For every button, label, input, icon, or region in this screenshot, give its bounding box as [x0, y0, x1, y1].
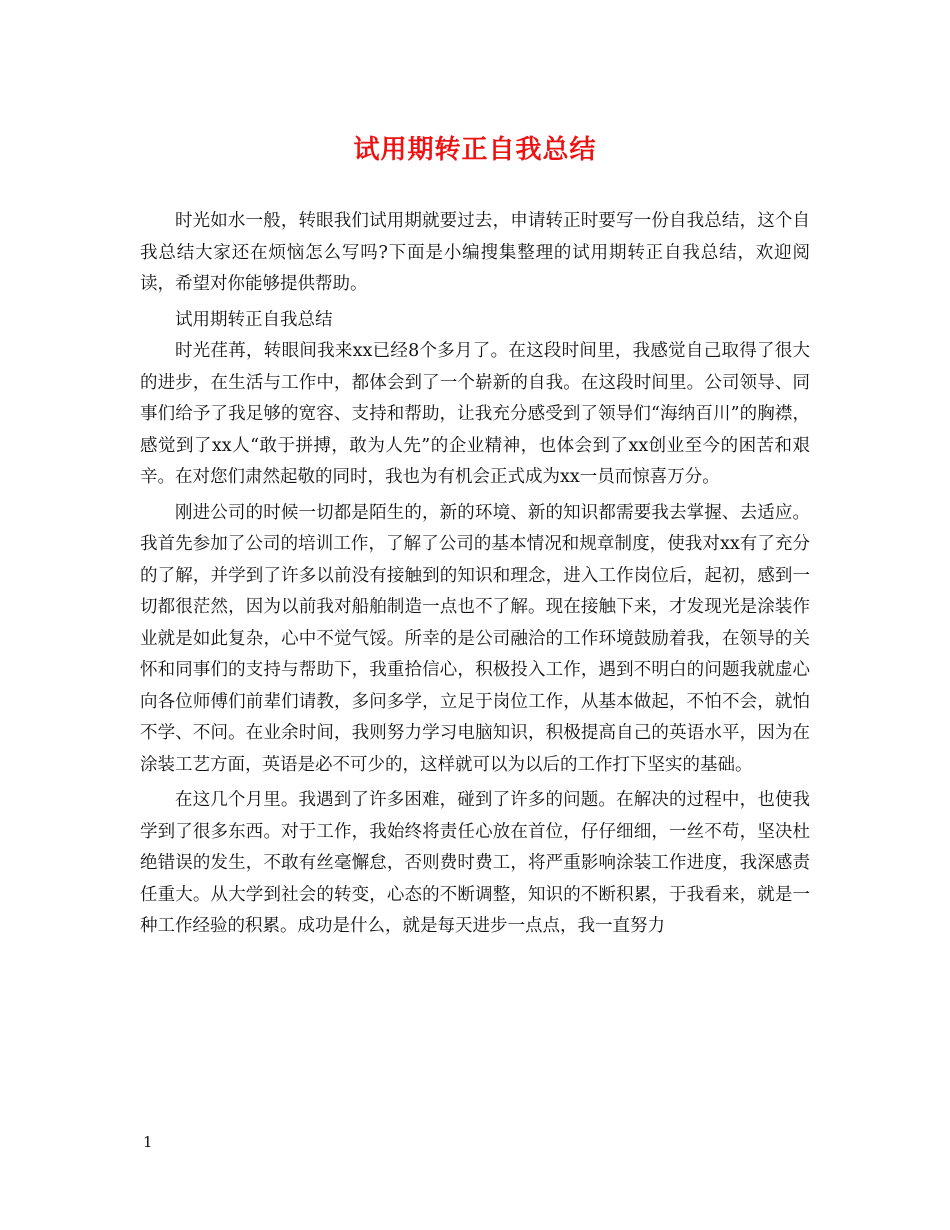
intro-paragraph: 时光如水一般，转眼我们试用期就要过去，申请转正时要写一份自我总结，这个自我总结大家还在烦恼怎么写吗?下面是小编搜集整理的试用期转正自我总结，欢迎阅读，希望对你能够提供帮助。 — [140, 211, 810, 294]
body-paragraph: 时光荏苒，转眼间我来xx已经8个多月了。在这段时间里，我感觉自己取得了很大的进步，在生活与工作中，都体会到了一个崭新的自我。在这段时间里。公司领导、同事们给予了我足够的宽容、支持和帮助，让我充分感受到了领导们“海纳百川”的胸襟，感觉到了xx人“敢于拼搏，敢为人先”的企业精神，也体会到了xx创业至今的困苦和艰辛。在对您们肃然起敬的同时，我也为有机会正式成为xx一员而惊喜万分。 — [140, 341, 810, 487]
document-body — [140, 206, 810, 943]
body-paragraph: 在这几个月里。我遇到了许多困难，碰到了许多的问题。在解决的过程中，也使我学到了很多东西。对于工作，我始终将责任心放在首位，仔仔细细，一丝不苟，坚决杜绝错误的发生，不敢有丝毫懈怠，否则费时费工，将严重影响涂装工作进度，我深感责任重大。从大学到社会的转变，心态的不断调整，知识的不断积累，于我看来，就是一种工作经验的积累。成功是什么，就是每天进步一点点，我一直努力 — [140, 790, 810, 936]
body-paragraph: 刚进公司的时候一切都是陌生的，新的环境、新的知识都需要我去掌握、去适应。我首先参加了公司的培训工作，了解了公司的基本情况和规章制度，使我对xx有了充分的了解，并学到了许多以前没有接触到的知识和理念，进入工作岗位后，起初，感到一切都很茫然，因为以前我对船舶制造一点也不了解。现在接触下来，才发现光是涂装作业就是如此复杂，心中不觉气馁。所幸的是公司融洽的工作环境鼓励着我，在领导的关怀和同事们的支持与帮助下，我重拾信心，积极投入工作，遇到不明白的问题我就虚心向各位师傅们前辈们请教，多问多学，立足于岗位工作，从基本做起，不怕不会，就怕不学、不问。在业余时间，我则努力学习电脑知识，积极提高自己的英语水平，因为在涂装工艺方面，英语是必不可少的，这样就可以为以后的工作打下坚实的基础。 — [140, 502, 810, 775]
document-title: 试用期转正自我总结 — [353, 135, 597, 165]
page-number: 1 — [143, 1133, 153, 1151]
section-heading: 试用期转正自我总结 — [175, 309, 333, 330]
